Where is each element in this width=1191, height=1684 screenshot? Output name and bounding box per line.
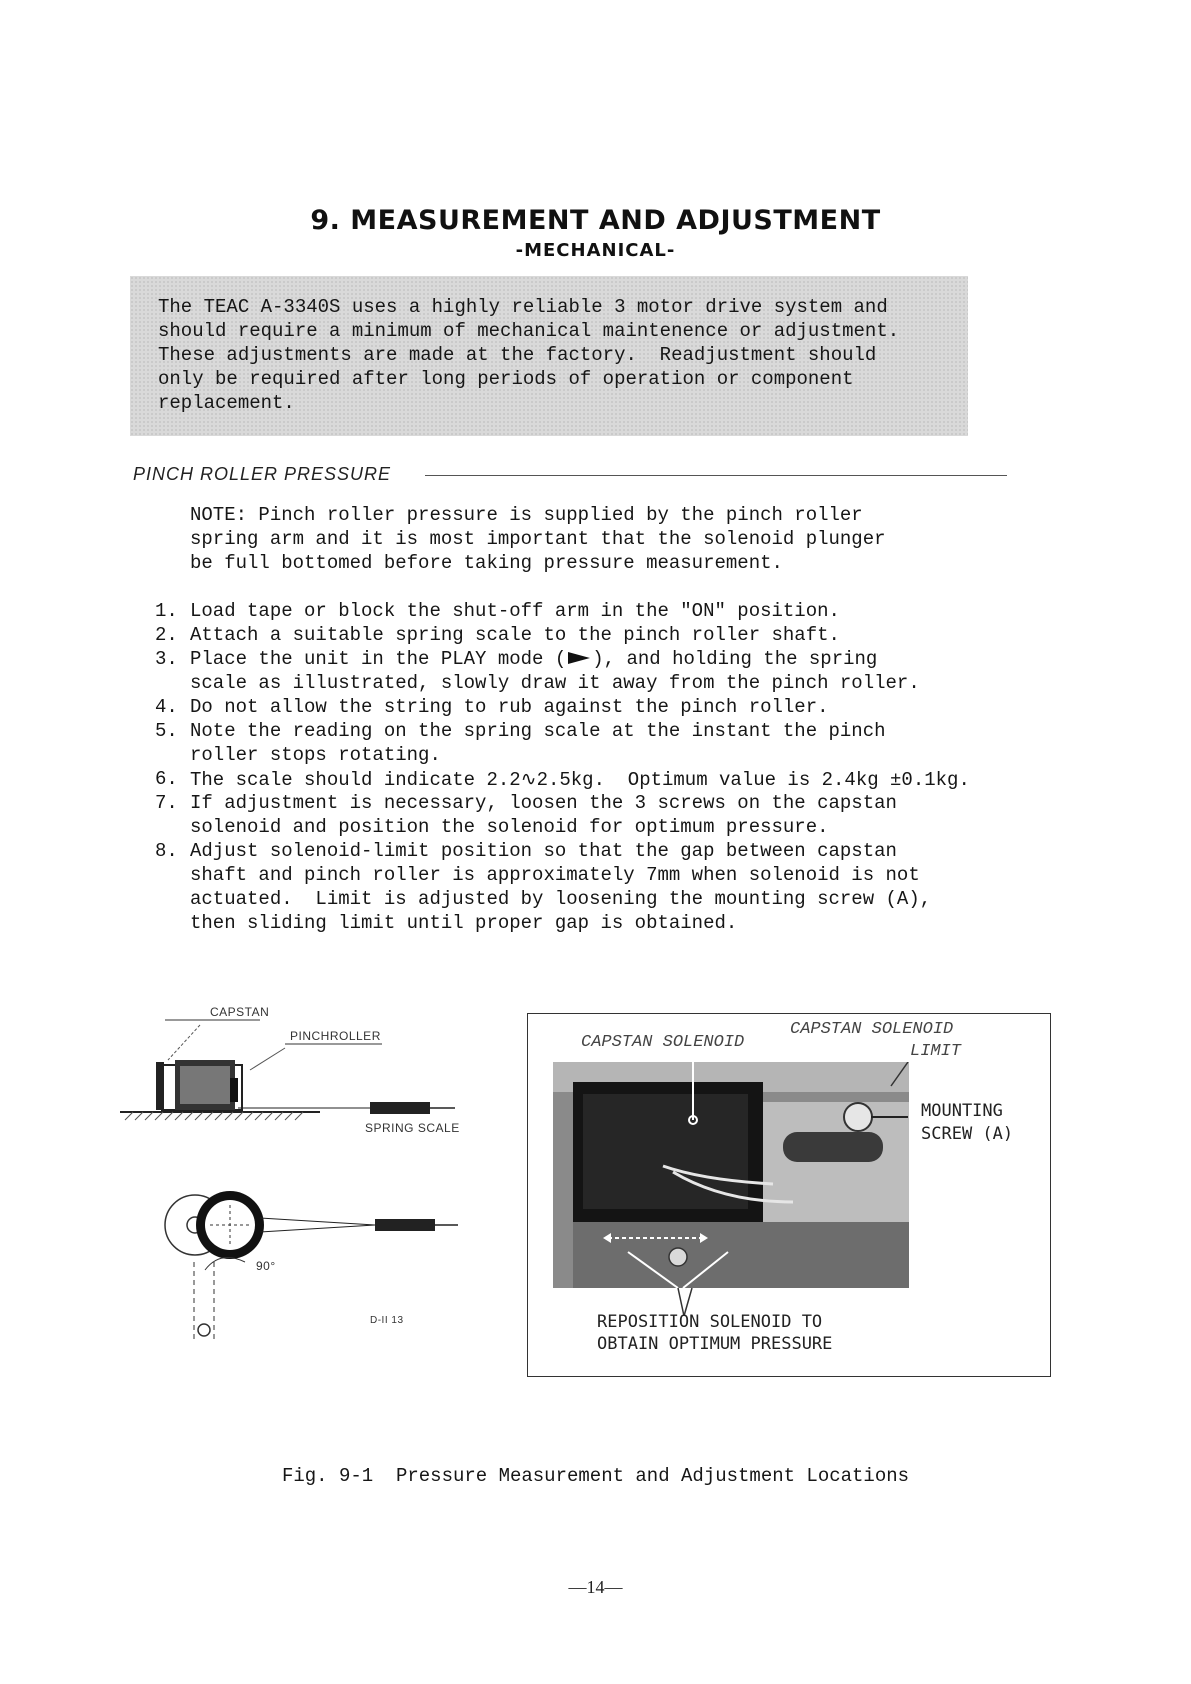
- step-text: Attach a suitable spring scale to the pinch roller shaft.: [190, 624, 840, 646]
- step-number: 3.: [155, 648, 178, 670]
- angle-label: 90°: [256, 1259, 276, 1273]
- string-line-lower: [260, 1225, 375, 1232]
- play-icon: [566, 651, 592, 665]
- step-text: The scale should indicate 2.2∿2.5kg. Optimum value is 2.4kg ±0.1kg.: [190, 769, 970, 791]
- roller-inner: [180, 1066, 230, 1104]
- intro-line: The TEAC A-3340S uses a highly reliable 3 motor drive system and: [158, 296, 888, 318]
- spring-scale-top: [370, 1102, 430, 1114]
- intro-line: replacement.: [158, 392, 295, 414]
- spring-scale-diagram: [120, 1000, 500, 1360]
- solenoid-screw: [669, 1248, 687, 1266]
- mounting-screw: [844, 1103, 872, 1131]
- figure-caption: Fig. 9-1 Pressure Measurement and Adjustment Locations: [281, 1465, 910, 1487]
- step-number: 4.: [155, 696, 178, 718]
- note-line: NOTE: Pinch roller pressure is supplied by the pinch roller: [190, 504, 863, 526]
- step-number: 7.: [155, 792, 178, 814]
- step-text: Do not allow the string to rub against the pinch roller.: [190, 696, 829, 718]
- diagram-code-label: D-II 13: [370, 1315, 404, 1326]
- step-text: solenoid and position the solenoid for optimum pressure.: [190, 816, 829, 838]
- note-line: spring arm and it is most important that the solenoid plunger: [190, 528, 886, 550]
- step-text: then sliding limit until proper gap is obtained.: [190, 912, 738, 934]
- step-text: roller stops rotating.: [190, 744, 441, 766]
- step-text-pre: Place the unit in the PLAY mode (: [190, 648, 567, 670]
- capstan-solenoid-label: CAPSTAN SOLENOID: [581, 1033, 745, 1052]
- step-number: 8.: [155, 840, 178, 862]
- step-number: 6.: [155, 768, 178, 790]
- intro-line: These adjustments are made at the factory. Readjustment should: [158, 344, 877, 366]
- page-title: 9. MEASUREMENT AND ADJUSTMENT: [310, 205, 881, 236]
- spring-scale-label: SPRING SCALE: [365, 1121, 460, 1135]
- step-text: Adjust solenoid-limit position so that the gap between capstan: [190, 840, 897, 862]
- step-text: Note the reading on the spring scale at the instant the pinch: [190, 720, 886, 742]
- pivot-circle: [198, 1324, 210, 1336]
- step-number: 5.: [155, 720, 178, 742]
- section-heading: PINCH ROLLER PRESSURE: [133, 464, 392, 484]
- step-text: Load tape or block the shut-off arm in the "ON" position.: [190, 600, 840, 622]
- capstan-motor-shaft: [783, 1132, 883, 1162]
- pinchroller-leader: [250, 1048, 285, 1070]
- mounting-screw-label-2: SCREW (A): [921, 1124, 1014, 1144]
- capstan-shaft: [156, 1062, 164, 1110]
- limit-pointer: [883, 1062, 913, 1102]
- page-number: —14—: [568, 1577, 623, 1597]
- solenoid-limit-label-2: LIMIT: [910, 1042, 962, 1061]
- solenoid-photo: [553, 1062, 909, 1288]
- solenoid-limit-label: CAPSTAN SOLENOID: [790, 1020, 954, 1039]
- section-divider: [425, 475, 1007, 476]
- intro-line: only be required after long periods of operation or component: [158, 368, 854, 390]
- pinchroller-label: PINCHROLLER: [290, 1029, 381, 1043]
- intro-line: should require a minimum of mechanical maintenence or adjustment.: [158, 320, 900, 342]
- capstan-leader: [168, 1025, 200, 1060]
- roller-pin: [230, 1078, 238, 1102]
- step-text-post: ), and holding the spring: [592, 648, 878, 670]
- reposition-label-2: OBTAIN OPTIMUM PRESSURE: [597, 1334, 833, 1354]
- ground-hatch: [125, 1112, 303, 1120]
- step-number: 2.: [155, 624, 178, 646]
- reposition-label: REPOSITION SOLENOID TO: [597, 1312, 823, 1332]
- step-text: shaft and pinch roller is approximately 7mm when solenoid is not: [190, 864, 920, 886]
- step-text: actuated. Limit is adjusted by loosening the mounting screw (A),: [190, 888, 932, 910]
- photo-bottom-plate: [573, 1222, 909, 1288]
- step-text: [190, 648, 877, 670]
- step-number: 1.: [155, 600, 178, 622]
- string-line-upper: [260, 1218, 375, 1225]
- step-text: scale as illustrated, slowly draw it away from the pinch roller.: [190, 672, 920, 694]
- spring-scale-bottom: [375, 1219, 435, 1231]
- step-text: If adjustment is necessary, loosen the 3 screws on the capstan: [190, 792, 897, 814]
- angle-arc: [205, 1258, 245, 1271]
- mounting-screw-label: MOUNTING: [921, 1101, 1003, 1121]
- capstan-label: CAPSTAN: [210, 1005, 270, 1019]
- note-line: be full bottomed before taking pressure measurement.: [190, 552, 783, 574]
- page-subtitle: -MECHANICAL-: [515, 240, 676, 261]
